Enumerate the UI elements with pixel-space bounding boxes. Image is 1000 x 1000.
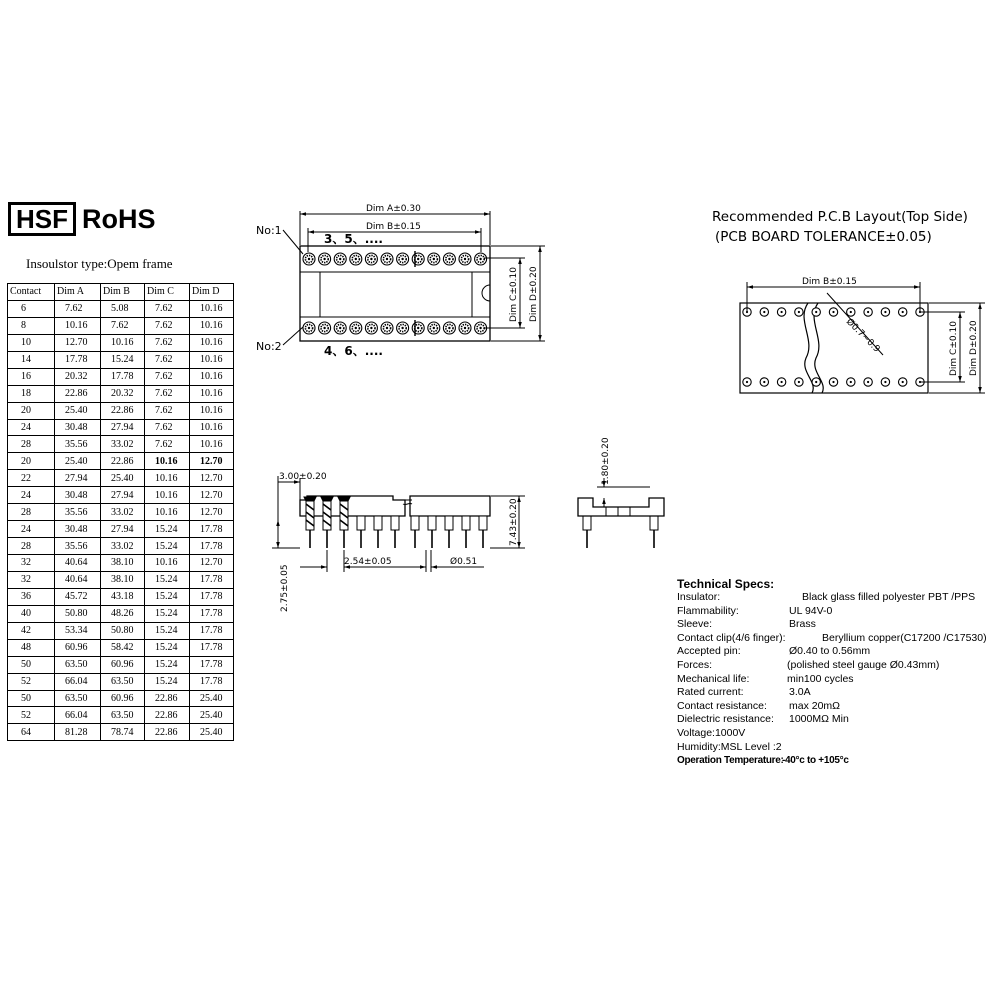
socket-pin <box>391 516 399 548</box>
spec-label: Forces: <box>677 658 713 671</box>
spec-value: (polished steel gauge Ø0.43mm) <box>787 658 940 671</box>
table-cell: 10.16 <box>190 334 234 351</box>
table-cell: 10.16 <box>145 555 190 572</box>
table-cell: 22.86 <box>145 724 190 741</box>
spec-row <box>677 604 833 619</box>
spec-label: Mechanical life: <box>677 672 750 685</box>
table-cell: 58.42 <box>101 639 145 656</box>
socket-pin <box>304 497 316 548</box>
table-cell: 27.94 <box>55 470 101 487</box>
pcb-hole <box>864 308 872 316</box>
contact-socket <box>459 253 471 265</box>
table-cell: 60.96 <box>101 656 145 673</box>
table-cell: 22.86 <box>145 707 190 724</box>
pcb-title-line2: (PCB BOARD TOLERANCE±0.05) <box>715 229 932 245</box>
dim-275-label: 2.75±0.05 <box>280 564 290 612</box>
spec-value: 1000MΩ Min <box>789 713 849 726</box>
spec-label: Contact clip(4/6 finger): <box>677 631 786 644</box>
socket-pin <box>321 497 333 548</box>
pcb-hole <box>829 308 837 316</box>
table-cell: 22 <box>8 470 55 487</box>
table-cell: 24 <box>8 521 55 538</box>
table-cell: 14 <box>8 351 55 368</box>
table-cell: 7.62 <box>145 334 190 351</box>
table-cell: 17.78 <box>190 656 234 673</box>
table-cell: 38.10 <box>101 555 145 572</box>
table-cell: 24 <box>8 487 55 504</box>
table-cell: 60.96 <box>101 690 145 707</box>
table-header-cell: Dim D <box>190 284 234 301</box>
spec-row <box>677 618 816 632</box>
pcb-hole <box>899 378 907 386</box>
socket-pin <box>357 516 365 548</box>
table-cell: 50 <box>8 690 55 707</box>
table-cell: 27.94 <box>101 487 145 504</box>
contact-socket <box>350 253 362 265</box>
socket-pin <box>479 516 487 548</box>
table-cell: 12.70 <box>190 504 234 521</box>
contact-socket <box>365 253 377 265</box>
side-view-drawing <box>272 476 525 572</box>
table-cell: 10.16 <box>190 351 234 368</box>
spec-label: Operation Temperature: <box>677 755 784 767</box>
table-cell: 10.16 <box>145 487 190 504</box>
spec-label: Humidity:MSL Level :2 <box>677 740 782 753</box>
table-cell: 17.78 <box>190 588 234 605</box>
table-cell: 10.16 <box>190 419 234 436</box>
table-cell: 10.16 <box>145 453 190 470</box>
pcb-hole <box>812 308 820 316</box>
table-cell: 17.78 <box>190 605 234 622</box>
spec-value: Black glass filled polyester PBT /PPS <box>802 591 976 603</box>
table-cell: 30.48 <box>55 419 101 436</box>
table-cell: 17.78 <box>190 622 234 639</box>
pcb-layout-title <box>712 207 968 247</box>
table-cell: 20.32 <box>55 368 101 385</box>
table-header-cell: Contact <box>8 284 55 301</box>
table-cell: 15.24 <box>145 538 190 555</box>
table-cell: 24 <box>8 419 55 436</box>
spec-row <box>677 713 849 727</box>
specs-list <box>677 591 987 768</box>
table-header-cell: Dim C <box>145 284 190 301</box>
table-cell: 28 <box>8 504 55 521</box>
contact-socket <box>334 322 346 334</box>
table-cell: 17.78 <box>101 368 145 385</box>
table-cell: 15.24 <box>145 605 190 622</box>
contact-socket <box>381 253 393 265</box>
table-cell: 17.78 <box>190 538 234 555</box>
table-cell: 33.02 <box>101 436 145 453</box>
contact-socket <box>365 322 377 334</box>
table-cell: 17.78 <box>55 351 101 368</box>
table-cell: 15.24 <box>101 351 145 368</box>
spec-row <box>677 740 782 755</box>
spec-row <box>677 631 987 646</box>
contact-socket <box>334 253 346 265</box>
table-cell: 30.48 <box>55 487 101 504</box>
spec-row <box>677 658 940 673</box>
table-cell: 7.62 <box>145 317 190 334</box>
table-cell: 40.64 <box>55 571 101 588</box>
table-cell: 17.78 <box>190 673 234 690</box>
table-cell: 32 <box>8 555 55 572</box>
pcb-hole <box>777 378 785 386</box>
table-cell: 12.70 <box>190 470 234 487</box>
table-cell: 27.94 <box>101 419 145 436</box>
spec-label: Insulator: <box>677 591 721 603</box>
table-cell: 64 <box>8 724 55 741</box>
spec-row <box>677 699 841 714</box>
pcb-dim-b-label: Dim B±0.15 <box>802 277 857 287</box>
pcb-hole <box>881 378 889 386</box>
table-cell: 7.62 <box>145 368 190 385</box>
table-cell: 15.24 <box>145 622 190 639</box>
spec-label: Voltage:1000V <box>677 726 746 739</box>
contact-socket <box>428 253 440 265</box>
table-cell: 40.64 <box>55 555 101 572</box>
pcb-hole <box>847 308 855 316</box>
top-sequence-label: 3、5、.... <box>324 232 383 246</box>
table-cell: 60.96 <box>55 639 101 656</box>
table-cell: 15.24 <box>145 673 190 690</box>
contact-socket <box>412 322 424 334</box>
rohs-mark: RoHS <box>82 203 156 234</box>
table-cell: 78.74 <box>101 724 145 741</box>
spec-label: Rated current: <box>677 686 744 699</box>
spec-value: Ø0.40 to 0.56mm <box>789 645 871 658</box>
contact-socket <box>428 322 440 334</box>
table-cell: 22.86 <box>101 453 145 470</box>
table-cell: 25.40 <box>190 690 234 707</box>
spec-label: Dielectric resistance: <box>677 713 774 726</box>
table-cell: 20 <box>8 402 55 419</box>
table-cell: 15.24 <box>145 656 190 673</box>
socket-pin <box>411 516 419 548</box>
table-cell: 33.02 <box>101 538 145 555</box>
socket-pin <box>374 516 382 548</box>
pcb-hole <box>847 378 855 386</box>
dim-a-label: Dim A±0.30 <box>366 204 421 214</box>
table-cell: 10.16 <box>145 470 190 487</box>
pcb-dim-c-label: Dim C±0.10 <box>949 321 959 376</box>
table-cell: 25.40 <box>55 453 101 470</box>
table-cell: 7.62 <box>145 436 190 453</box>
spec-row <box>677 754 849 768</box>
table-cell: 6 <box>8 300 55 317</box>
dim-743-label: 7.43±0.20 <box>509 498 519 546</box>
pcb-dim-d-label: Dim D±0.20 <box>969 320 979 376</box>
no2-label: No:2 <box>256 340 282 353</box>
table-cell: 15.24 <box>145 639 190 656</box>
spec-value: min100 cycles <box>787 672 854 685</box>
table-cell: 15.24 <box>145 588 190 605</box>
pcb-bottom-hole-row <box>743 378 924 386</box>
spec-label: Flammability: <box>677 604 739 617</box>
pcb-hole <box>743 378 751 386</box>
table-title: Insoulstor type:Opem frame <box>26 256 173 271</box>
specs-title: Technical Specs: <box>677 577 775 591</box>
table-cell: 10.16 <box>190 402 234 419</box>
table-cell: 48 <box>8 639 55 656</box>
hole-diameter-label: Ø0.7~0.9 <box>843 317 882 355</box>
table-cell: 40 <box>8 605 55 622</box>
table-cell: 20.32 <box>101 385 145 402</box>
contact-socket <box>303 253 315 265</box>
socket-pin <box>462 516 470 548</box>
table-cell: 10.16 <box>190 436 234 453</box>
bottom-sequence-label: 4、6、.... <box>324 344 383 358</box>
spec-value: max 20mΩ <box>789 699 841 712</box>
table-cell: 7.62 <box>145 402 190 419</box>
table-cell: 12.70 <box>190 487 234 504</box>
table-cell: 15.24 <box>145 571 190 588</box>
table-cell: 81.28 <box>55 724 101 741</box>
table-cell: 32 <box>8 571 55 588</box>
pcb-hole <box>795 308 803 316</box>
contact-socket <box>350 322 362 334</box>
table-cell: 35.56 <box>55 436 101 453</box>
table-cell: 10.16 <box>190 317 234 334</box>
table-cell: 7.62 <box>55 300 101 317</box>
dim-300-label: 3.00±0.20 <box>279 472 327 482</box>
pcb-title-line1: Recommended P.C.B Layout(Top Side) <box>712 209 968 225</box>
table-cell: 52 <box>8 673 55 690</box>
table-cell: 22.86 <box>101 402 145 419</box>
table-cell: 10.16 <box>101 334 145 351</box>
table-cell: 42 <box>8 622 55 639</box>
table-cell: 50.80 <box>55 605 101 622</box>
table-cell: 25.40 <box>101 470 145 487</box>
table-cell: 16 <box>8 368 55 385</box>
table-cell: 30.48 <box>55 521 101 538</box>
contact-socket <box>443 253 455 265</box>
table-cell: 7.62 <box>145 385 190 402</box>
table-cell: 28 <box>8 538 55 555</box>
spec-value: Brass <box>789 618 816 631</box>
spec-value: UL 94V-0 <box>789 604 833 617</box>
table-cell: 20 <box>8 453 55 470</box>
table-header-cell: Dim A <box>55 284 101 301</box>
pcb-hole <box>864 378 872 386</box>
contact-socket <box>319 322 331 334</box>
contact-socket <box>319 253 331 265</box>
socket-pin <box>445 516 453 548</box>
table-cell: 12.70 <box>190 453 234 470</box>
table-cell: 25.40 <box>55 402 101 419</box>
table-cell: 43.18 <box>101 588 145 605</box>
spec-row <box>677 686 811 700</box>
table-cell: 27.94 <box>101 521 145 538</box>
contact-socket <box>459 322 471 334</box>
table-cell: 53.34 <box>55 622 101 639</box>
dim-b-label: Dim B±0.15 <box>366 222 421 232</box>
socket-pin <box>428 516 436 548</box>
table-cell: 12.70 <box>55 334 101 351</box>
contact-socket <box>412 253 424 265</box>
spec-row <box>677 645 871 659</box>
table-cell: 7.62 <box>101 317 145 334</box>
table-cell: 45.72 <box>55 588 101 605</box>
table-cell: 52 <box>8 707 55 724</box>
pcb-hole <box>899 308 907 316</box>
socket-pin <box>338 497 350 548</box>
contact-socket <box>303 322 315 334</box>
table-cell: 15.24 <box>145 521 190 538</box>
dim-051-label: Ø0.51 <box>450 557 478 567</box>
table-cell: 7.62 <box>145 300 190 317</box>
table-cell: 12.70 <box>190 555 234 572</box>
table-cell: 25.40 <box>190 707 234 724</box>
spec-row <box>677 727 774 741</box>
table-header-cell: Dim B <box>101 284 145 301</box>
table-cell: 22.86 <box>55 385 101 402</box>
contact-socket <box>397 322 409 334</box>
pcb-hole <box>829 378 837 386</box>
table-cell: 10.16 <box>190 300 234 317</box>
table-cell: 50 <box>8 656 55 673</box>
dim-254-label: 2.54±0.05 <box>344 557 392 567</box>
table-cell: 10.16 <box>55 317 101 334</box>
dim-180-label: 1.80±0.20 <box>601 437 611 485</box>
table-cell: 8 <box>8 317 55 334</box>
pcb-hole <box>760 308 768 316</box>
table-cell: 66.04 <box>55 707 101 724</box>
technical-specs <box>677 577 987 768</box>
table-cell: 33.02 <box>101 504 145 521</box>
table-cell: 10.16 <box>145 504 190 521</box>
bottom-contact-row <box>303 320 487 336</box>
table-cell: 5.08 <box>101 300 145 317</box>
contact-socket <box>443 322 455 334</box>
table-cell: 63.50 <box>55 656 101 673</box>
table-cell: 7.62 <box>145 351 190 368</box>
table-cell: 25.40 <box>190 724 234 741</box>
pcb-hole <box>795 378 803 386</box>
contact-socket <box>475 253 487 265</box>
table-cell: 7.62 <box>145 419 190 436</box>
table-cell: 35.56 <box>55 538 101 555</box>
table-cell: 17.78 <box>190 639 234 656</box>
spec-value: Beryllium copper(C17200 /C17530) <box>822 631 987 644</box>
table-cell: 28 <box>8 436 55 453</box>
dim-c-label: Dim C±0.10 <box>509 267 519 322</box>
spec-row <box>677 591 976 605</box>
contact-socket <box>397 253 409 265</box>
end-view-drawing <box>578 478 664 548</box>
dim-d-label: Dim D±0.20 <box>529 266 539 322</box>
pcb-hole <box>760 378 768 386</box>
side-pin-row <box>304 497 487 548</box>
table-cell: 63.50 <box>101 707 145 724</box>
table-cell: 63.50 <box>101 673 145 690</box>
spec-row <box>677 672 854 687</box>
pcb-top-hole-row <box>743 308 924 316</box>
table-cell: 48.26 <box>101 605 145 622</box>
spec-label: Contact resistance: <box>677 699 767 712</box>
table-cell: 17.78 <box>190 571 234 588</box>
table-cell: 10.16 <box>190 385 234 402</box>
table-cell: 36 <box>8 588 55 605</box>
spec-value: 3.0A <box>789 686 811 699</box>
pcb-hole <box>777 308 785 316</box>
top-contact-row <box>303 251 487 267</box>
contact-socket <box>381 322 393 334</box>
table-cell: 35.56 <box>55 504 101 521</box>
table-cell: 22.86 <box>145 690 190 707</box>
table-cell: 18 <box>8 385 55 402</box>
table-cell: 10 <box>8 334 55 351</box>
table-cell: 17.78 <box>190 521 234 538</box>
table-cell: 66.04 <box>55 673 101 690</box>
no1-label: No:1 <box>256 224 282 237</box>
spec-value: -40°c to +105°c <box>782 755 849 767</box>
pcb-hole <box>812 378 820 386</box>
table-cell: 38.10 <box>101 571 145 588</box>
pcb-hole <box>881 308 889 316</box>
spec-label: Accepted pin: <box>677 645 741 658</box>
hsf-logo: HSF <box>8 202 76 236</box>
table-cell: 63.50 <box>55 690 101 707</box>
spec-label: Sleeve: <box>677 618 713 631</box>
table-cell: 10.16 <box>190 368 234 385</box>
table-cell: 50.80 <box>101 622 145 639</box>
